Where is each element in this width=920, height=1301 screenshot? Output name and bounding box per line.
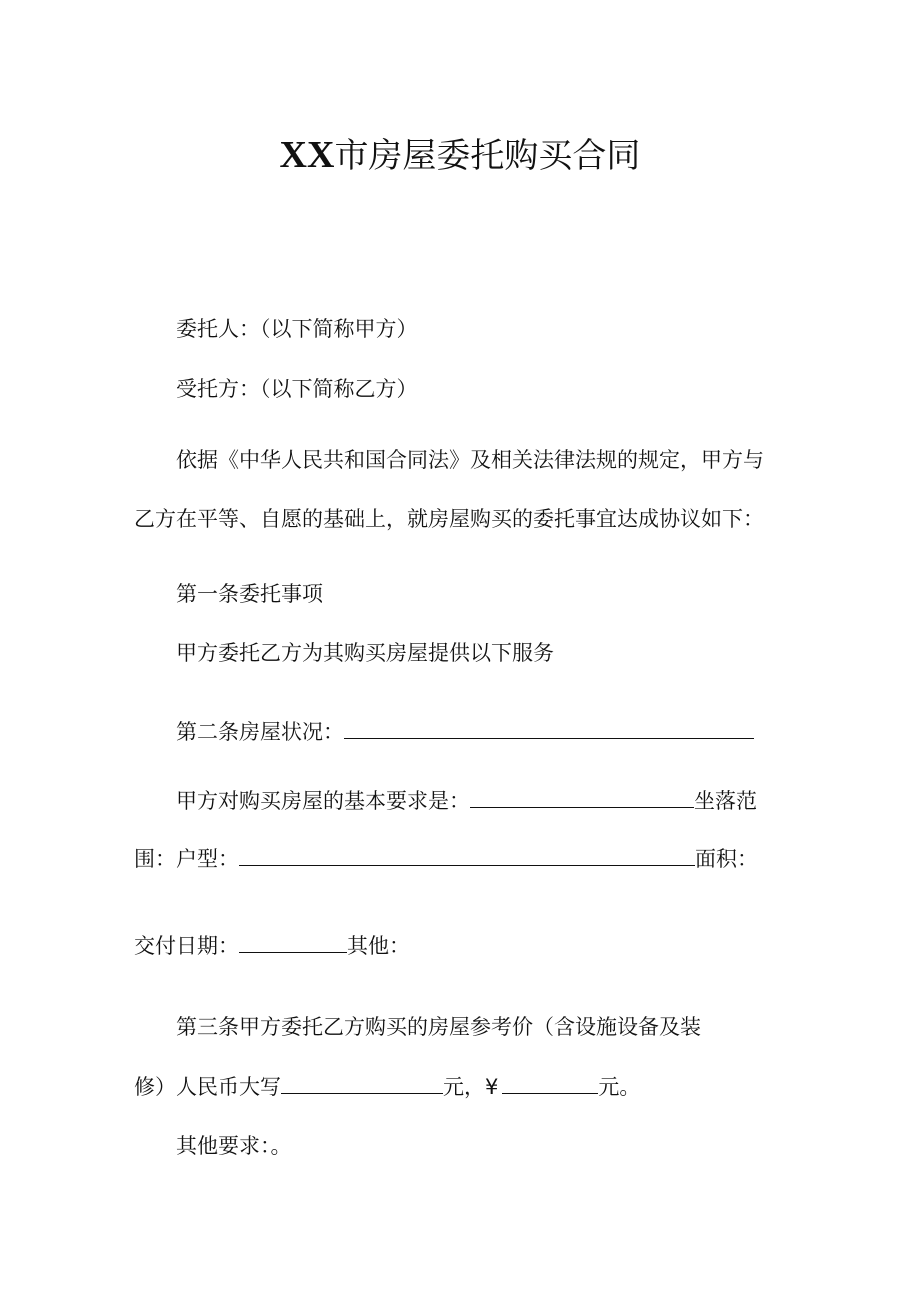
price-uppercase-blank[interactable] [281, 1071, 443, 1094]
layout-blank[interactable] [239, 843, 695, 866]
article2-line [176, 716, 754, 747]
yuan-currency-label: 元，¥ [443, 1075, 499, 1099]
preamble-line-1: 依据《中华人民共和国合同法》及相关法律法规的规定，甲方与 [176, 448, 764, 472]
requirements-label: 甲方对购买房屋的基本要求是： [176, 789, 470, 813]
requirements-line [176, 785, 757, 816]
location-label-part2: 围：户型： [134, 847, 239, 871]
house-condition-blank[interactable] [344, 716, 754, 739]
article2-label: 第二条房屋状况： [176, 720, 344, 744]
price-number-blank[interactable] [502, 1071, 598, 1094]
yuan-end-label: 元。 [598, 1075, 641, 1099]
agent-line: 受托方：（以下简称乙方） [176, 377, 418, 401]
article3-line-2 [134, 1071, 640, 1102]
title-main: 市房屋委托购买合同 [334, 136, 641, 176]
layout-line [134, 843, 758, 874]
principal-line: 委托人：（以下简称甲方） [176, 317, 418, 341]
area-label: 面积： [695, 847, 758, 871]
other-label: 其他： [347, 934, 410, 958]
delivery-line [134, 930, 410, 961]
title-prefix: XX [279, 134, 335, 176]
contract-title [0, 130, 920, 181]
article3-line-1: 第三条甲方委托乙方购买的房屋参考价（含设施设备及装 [176, 1015, 701, 1039]
requirements-blank[interactable] [470, 785, 694, 808]
other-requirements-line: 其他要求：。 [176, 1134, 292, 1158]
preamble-line-2: 乙方在平等、自愿的基础上，就房屋购买的委托事宜达成协议如下： [134, 507, 764, 531]
delivery-date-blank[interactable] [239, 930, 347, 953]
article1-heading: 第一条委托事项 [176, 582, 323, 606]
delivery-label: 交付日期： [134, 934, 239, 958]
price-label: 修）人民币大写 [134, 1075, 281, 1099]
location-label-part1: 坐落范 [694, 789, 757, 813]
article1-text: 甲方委托乙方为其购买房屋提供以下服务 [176, 641, 554, 665]
